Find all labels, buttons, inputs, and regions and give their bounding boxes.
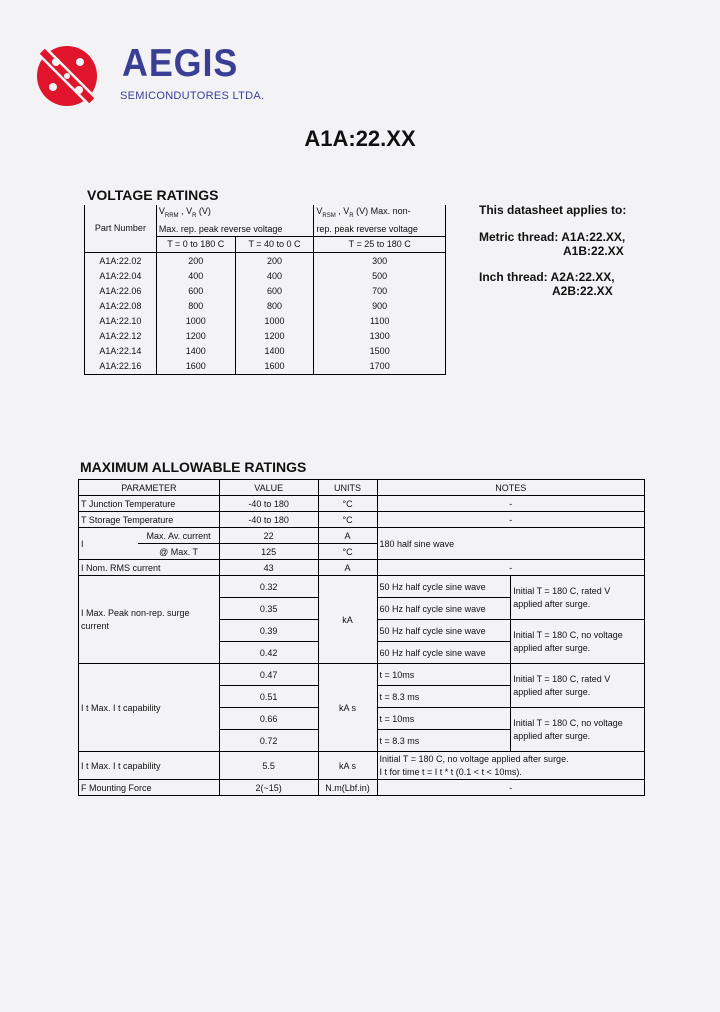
unit-tstg: °C (318, 512, 377, 528)
brand-subtitle: SEMICONDUTORES LTDA. (120, 90, 265, 102)
param-ifsm: I Max. Peak non-rep. surge current (79, 576, 220, 664)
cell-v2: 1400 (235, 344, 314, 359)
value-i2t-2: 0.51 (219, 686, 318, 708)
header-parameter: PARAMETER (79, 480, 220, 496)
cond-tj: T = 25 to 180 C (314, 236, 446, 252)
cond-ifsm-2: 60 Hz half cycle sine wave (377, 598, 511, 620)
param-irms: I Nom. RMS current (79, 560, 220, 576)
voltage-ratings-table (84, 205, 446, 375)
cell-part: A1A:22.14 (85, 344, 157, 359)
value-irms: 43 (219, 560, 318, 576)
voltage-ratings-heading: VOLTAGE RATINGS (87, 187, 219, 203)
value-tstg: -40 to 180 (219, 512, 318, 528)
cell-part: A1A:22.10 (85, 314, 157, 329)
cell-v2: 400 (235, 269, 314, 284)
note-ifsm-2: Initial T = 180 C, no voltage applied after surge. (511, 620, 645, 664)
param-i2rt: I t Max. I t capability (79, 752, 220, 780)
cell-v3: 1700 (314, 359, 446, 375)
cell-v2: 1200 (235, 329, 314, 344)
value-ifsm-1: 0.32 (219, 576, 318, 598)
unit-i2rt: kA s (318, 752, 377, 780)
cell-v3: 1300 (314, 329, 446, 344)
document-title: A1A:22.XX (304, 126, 416, 151)
cell-v3: 300 (314, 252, 446, 269)
cell-part: A1A:22.04 (85, 269, 157, 284)
cell-v2: 1600 (235, 359, 314, 375)
metric-thread-2: A1B:22.XX (563, 244, 624, 258)
max-ratings-table (78, 479, 645, 796)
note-ifsm-1: Initial T = 180 C, rated V applied after surge. (511, 576, 645, 620)
cond-i2t-4: t = 8.3 ms (377, 730, 511, 752)
cell-v2: 600 (235, 284, 314, 299)
cell-v3: 1100 (314, 314, 446, 329)
value-ifsm-4: 0.42 (219, 642, 318, 664)
header-notes: NOTES (377, 480, 644, 496)
unit-irms: A (318, 560, 377, 576)
cell-v3: 900 (314, 299, 446, 314)
cell-v2: 1000 (235, 314, 314, 329)
cell-part: A1A:22.08 (85, 299, 157, 314)
param-mounting-force: F Mounting Force (79, 780, 220, 796)
value-i2t-3: 0.66 (219, 708, 318, 730)
cell-v1: 1400 (156, 344, 235, 359)
aegis-logo-icon (36, 45, 98, 107)
col-vrsm: $V_{RSM}$ , $V_R$ (V) Max. non- rep. peak reverse voltage (314, 205, 446, 236)
note-i2t-2: Initial T = 180 C, no voltage applied after surge. (511, 708, 645, 752)
table-row (85, 344, 446, 359)
inch-thread-label: Inch thread: A2A:22.XX, (479, 270, 615, 284)
cond-ifsm-3: 50 Hz half cycle sine wave (377, 620, 511, 642)
cell-part: A1A:22.06 (85, 284, 157, 299)
cell-part: A1A:22.02 (85, 252, 157, 269)
value-i2t-4: 0.72 (219, 730, 318, 752)
value-iav-tc: 125 (219, 544, 318, 560)
note-iav: 180 half sine wave (377, 528, 644, 560)
table-row (85, 252, 446, 269)
cond-i2t-2: t = 8.3 ms (377, 686, 511, 708)
table-row (85, 299, 446, 314)
cell-v1: 1000 (156, 314, 235, 329)
value-i2rt: 5.5 (219, 752, 318, 780)
param-iav: Max. Av. current (138, 528, 219, 544)
cell-v3: 500 (314, 269, 446, 284)
unit-iav-tc: °C (318, 544, 377, 560)
table-row (85, 269, 446, 284)
max-ratings-heading: MAXIMUM ALLOWABLE RATINGS (80, 459, 307, 475)
inch-thread-2: A2B:22.XX (552, 284, 613, 298)
value-ifsm-3: 0.39 (219, 620, 318, 642)
col-part-number: Part Number (85, 205, 157, 252)
value-ifsm-2: 0.35 (219, 598, 318, 620)
header-units: UNITS (318, 480, 377, 496)
cell-v1: 600 (156, 284, 235, 299)
cell-v1: 800 (156, 299, 235, 314)
cell-v1: 400 (156, 269, 235, 284)
cell-part: A1A:22.16 (85, 359, 157, 375)
unit-iav: A (318, 528, 377, 544)
param-tj: T Junction Temperature (79, 496, 220, 512)
table-row (85, 359, 446, 375)
value-i2t-1: 0.47 (219, 664, 318, 686)
param-i2t: I t Max. I t capability (79, 664, 220, 752)
cond-ifsm-1: 50 Hz half cycle sine wave (377, 576, 511, 598)
param-iav-tc: @ Max. T (138, 544, 219, 560)
table-row (85, 284, 446, 299)
value-tj: -40 to 180 (219, 496, 318, 512)
unit-mounting-force: N.m(Lbf.in) (318, 780, 377, 796)
cell-v3: 700 (314, 284, 446, 299)
value-mounting-force: 2(~15) (219, 780, 318, 796)
note-i2t-1: Initial T = 180 C, rated V applied after surge. (511, 664, 645, 708)
unit-ifsm: kA (318, 576, 377, 664)
unit-i2t: kA s (318, 664, 377, 752)
cell-v2: 800 (235, 299, 314, 314)
unit-tj: °C (318, 496, 377, 512)
cell-v1: 1200 (156, 329, 235, 344)
note-tj: - (377, 496, 644, 512)
cell-v3: 1500 (314, 344, 446, 359)
cond-tc: T = 0 to 180 C (156, 236, 235, 252)
note-irms: - (377, 560, 644, 576)
table-row (85, 314, 446, 329)
cell-v1: 200 (156, 252, 235, 269)
note-mounting-force: - (377, 780, 644, 796)
cond-ifsm-4: 60 Hz half cycle sine wave (377, 642, 511, 664)
col-vrrm: $V_{RRM}$ , $V_R$ (V) Max. rep. peak reverse voltage (156, 205, 314, 236)
note-tstg: - (377, 512, 644, 528)
table-row (85, 329, 446, 344)
cond-i2t-1: t = 10ms (377, 664, 511, 686)
cond-i2t-3: t = 10ms (377, 708, 511, 730)
cond-tj-low: T = 40 to 0 C (235, 236, 314, 252)
metric-thread-label: Metric thread: A1A:22.XX, (479, 230, 626, 244)
cell-v1: 1600 (156, 359, 235, 375)
note-i2rt: Initial T = 180 C, no voltage applied after surge. I t for time t = I t * t (0.1 < t < 10ms). (377, 752, 644, 780)
header-value: VALUE (219, 480, 318, 496)
brand-name: AEGIS (122, 42, 239, 85)
cell-v2: 200 (235, 252, 314, 269)
cell-part: A1A:22.12 (85, 329, 157, 344)
value-iav: 22 (219, 528, 318, 544)
param-iav-symbol: I (79, 528, 139, 560)
applies-intro: This datasheet applies to: (479, 203, 627, 217)
param-tstg: T Storage Temperature (79, 512, 220, 528)
